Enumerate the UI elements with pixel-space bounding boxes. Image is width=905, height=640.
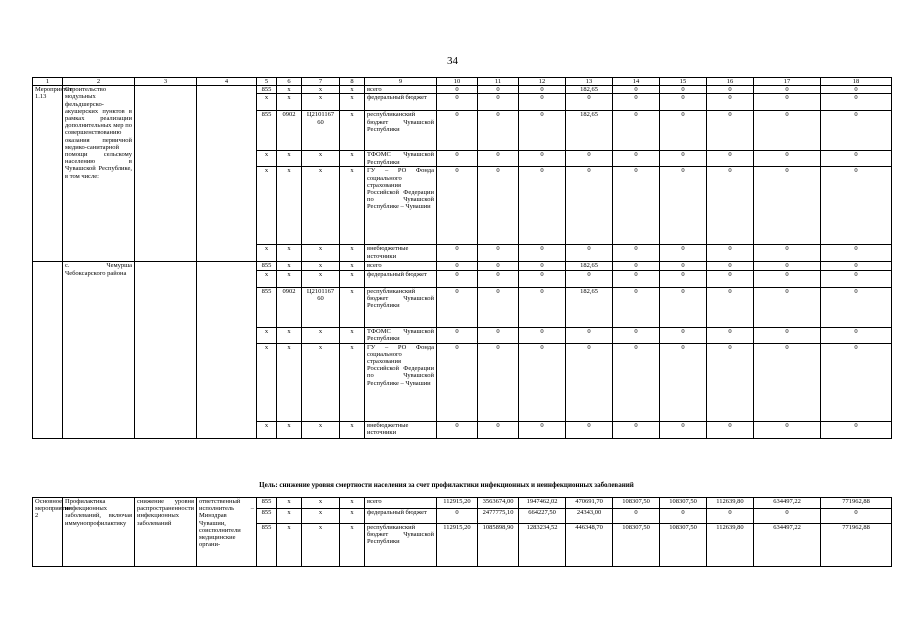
table-cell: 0 xyxy=(519,167,566,245)
table-cell: 0 xyxy=(613,167,660,245)
table-cell: 0 xyxy=(754,287,821,327)
column-number: 16 xyxy=(707,78,754,86)
table-cell: 0 xyxy=(707,421,754,438)
table-cell: всего xyxy=(365,498,437,509)
table-cell: 182,65 xyxy=(566,262,613,270)
table-cell: х xyxy=(257,151,277,167)
table-cell: 0 xyxy=(754,94,821,111)
column-number: 9 xyxy=(365,78,437,86)
table-cell: 108307,50 xyxy=(660,498,707,509)
table-cell: 108307,50 xyxy=(613,524,660,567)
table-cell: 0 xyxy=(613,245,660,262)
table-cell: х xyxy=(340,270,365,287)
table-cell: 0 xyxy=(707,151,754,167)
table-cell: 0 xyxy=(478,167,519,245)
table-cell: х xyxy=(340,498,365,509)
table-cell: 0 xyxy=(660,421,707,438)
table-cell: х xyxy=(277,327,302,343)
table-cell: 0 xyxy=(821,343,892,421)
table-cell: х xyxy=(302,270,340,287)
table-cell: 0 xyxy=(821,111,892,151)
table-cell: х xyxy=(277,94,302,111)
table-cell: 0 xyxy=(519,327,566,343)
table-cell: 855 xyxy=(257,86,277,94)
table-cell: 855 xyxy=(257,498,277,509)
column-number: 15 xyxy=(660,78,707,86)
table-cell: х xyxy=(277,343,302,421)
table-cell: х xyxy=(257,421,277,438)
table-cell: внебюджетные источники xyxy=(365,421,437,438)
table-cell: 1085898,90 xyxy=(478,524,519,567)
table-row xyxy=(33,498,892,509)
table-cell: х xyxy=(257,343,277,421)
table-cell: 0 xyxy=(519,111,566,151)
table-cell: 634497,22 xyxy=(754,524,821,567)
table-cell: 0 xyxy=(478,343,519,421)
table-cell: х xyxy=(277,86,302,94)
table-cell: х xyxy=(302,509,340,524)
table-cell: Основное мероприятие 2 xyxy=(33,498,63,567)
table-cell: 0 xyxy=(566,245,613,262)
table-cell: х xyxy=(302,86,340,94)
column-number: 10 xyxy=(437,78,478,86)
table-cell: х xyxy=(340,167,365,245)
table-cell: с. Чемурша Чебоксарского района xyxy=(63,262,135,438)
table-cell: 0 xyxy=(821,151,892,167)
table-cell: внебюджетные источники xyxy=(365,245,437,262)
table-cell: х xyxy=(340,94,365,111)
table-cell: х xyxy=(302,151,340,167)
table-cell: 0 xyxy=(478,270,519,287)
table-cell: 108307,50 xyxy=(613,498,660,509)
table-cell: ГУ – РО Фонда социального страхования Российской Федерации по Чувашской Республике – Чувашии xyxy=(365,167,437,245)
table-cell: 0 xyxy=(437,245,478,262)
table-cell: 0 xyxy=(478,94,519,111)
table-cell: 0 xyxy=(437,167,478,245)
table-cell: всего xyxy=(365,86,437,94)
table-cell: 0 xyxy=(660,86,707,94)
table-cell: 0 xyxy=(660,111,707,151)
table-cell: 0 xyxy=(613,94,660,111)
table-cell: 182,65 xyxy=(566,287,613,327)
table-cell: снижение уровня распространенности инфекционных заболеваний xyxy=(135,498,197,567)
table-cell: 855 xyxy=(257,262,277,270)
table-cell xyxy=(197,86,257,262)
table-cell: х xyxy=(302,262,340,270)
table-cell: 0 xyxy=(566,327,613,343)
table-cell: х xyxy=(340,421,365,438)
table-cell: 0 xyxy=(660,327,707,343)
table-cell: ТФОМС Чувашской Республики xyxy=(365,327,437,343)
table-cell: 0 xyxy=(707,509,754,524)
table-cell: 0 xyxy=(707,327,754,343)
table-cell: х xyxy=(277,262,302,270)
table-cell: х xyxy=(277,245,302,262)
table-cell: 771962,88 xyxy=(821,524,892,567)
table-cell: 0 xyxy=(566,151,613,167)
table-cell: х xyxy=(277,498,302,509)
table-cell: 2477775,10 xyxy=(478,509,519,524)
column-number: 14 xyxy=(613,78,660,86)
table-cell: республиканский бюджет Чувашской Республики xyxy=(365,524,437,567)
table-cell: 0 xyxy=(613,151,660,167)
table-cell: 0 xyxy=(437,343,478,421)
table-cell: х xyxy=(340,151,365,167)
table-cell: 0 xyxy=(754,270,821,287)
table-cell: 0 xyxy=(478,86,519,94)
table-cell: х xyxy=(257,94,277,111)
table-cell: 0902 xyxy=(277,287,302,327)
table-cell xyxy=(135,262,197,438)
table-cell: х xyxy=(340,245,365,262)
table-cell: 0 xyxy=(613,343,660,421)
table-cell: Ц2101167 60 xyxy=(302,287,340,327)
table-cell: 0 xyxy=(821,327,892,343)
table-cell: 0 xyxy=(566,421,613,438)
table-cell: Мероприятие 1.13 xyxy=(33,86,63,262)
table-cell: 0 xyxy=(754,151,821,167)
table-cell: 0 xyxy=(821,287,892,327)
table-cell: 0 xyxy=(660,151,707,167)
table-cell: 0 xyxy=(478,287,519,327)
table-cell: 112915,20 xyxy=(437,498,478,509)
table-cell: 0 xyxy=(478,421,519,438)
table-cell: х xyxy=(257,167,277,245)
table-cell: 0 xyxy=(754,86,821,94)
table-cell: республиканский бюджет Чувашской Республики xyxy=(365,111,437,151)
table-cell: 0 xyxy=(707,94,754,111)
table-cell: 0 xyxy=(519,151,566,167)
table-cell: 112639,80 xyxy=(707,524,754,567)
table-cell: 3563674,00 xyxy=(478,498,519,509)
table-cell: 0 xyxy=(707,343,754,421)
table-cell: Строительство модульных фельдшерско-акушерских пунктов в рамках реализации дополнительных мер по совершенствованию оказания первичной медико-санитарной помощи сельскому населению в Чувашской Республике, в том числе: xyxy=(63,86,135,262)
header-row xyxy=(33,78,892,86)
table-cell: 0 xyxy=(660,245,707,262)
table-cell: 0 xyxy=(437,327,478,343)
table-cell: 0 xyxy=(707,111,754,151)
column-number: 8 xyxy=(340,78,365,86)
table-cell: 0 xyxy=(613,111,660,151)
table-cell: федеральный бюджет xyxy=(365,270,437,287)
table-cell: 0 xyxy=(566,94,613,111)
table-cell: 0 xyxy=(660,287,707,327)
table-cell: 0 xyxy=(437,111,478,151)
table-cell: 470691,70 xyxy=(566,498,613,509)
table-cell: х xyxy=(302,524,340,567)
table-cell: 0 xyxy=(478,327,519,343)
table-cell: 0 xyxy=(437,86,478,94)
table-cell: 1283234,52 xyxy=(519,524,566,567)
table-cell: х xyxy=(340,287,365,327)
table-cell: х xyxy=(302,167,340,245)
table-cell: х xyxy=(340,327,365,343)
column-number: 18 xyxy=(821,78,892,86)
table-cell: 0 xyxy=(660,94,707,111)
table-cell: 0 xyxy=(437,287,478,327)
table-row xyxy=(33,262,892,270)
table-cell: 1947462,02 xyxy=(519,498,566,509)
table-cell: 0 xyxy=(478,151,519,167)
table-cell: 0 xyxy=(519,94,566,111)
table-cell: ГУ – РО Фонда социального страхования Российской Федерации по Чувашской Республике – Чувашии xyxy=(365,343,437,421)
table-cell: 0 xyxy=(478,245,519,262)
table-cell: 182,65 xyxy=(566,86,613,94)
table-cell: 112915,20 xyxy=(437,524,478,567)
goal-heading: Цель: снижение уровня смертности населения за счет профилактики инфекционных и неинфекционных заболеваний xyxy=(259,481,634,489)
table-cell: 0 xyxy=(707,270,754,287)
table-cell: 0 xyxy=(821,262,892,270)
column-number: 2 xyxy=(63,78,135,86)
column-number: 6 xyxy=(277,78,302,86)
table-cell: 634497,22 xyxy=(754,498,821,509)
table-cell: Профилактика инфекционных заболеваний, включая иммунопрофилактику xyxy=(63,498,135,567)
table-cell: 0 xyxy=(613,270,660,287)
table-cell: х xyxy=(340,262,365,270)
table-cell: 0 xyxy=(613,327,660,343)
budget-table-top xyxy=(32,77,892,439)
column-number: 5 xyxy=(257,78,277,86)
table-cell: х xyxy=(277,167,302,245)
table-cell: 0 xyxy=(821,421,892,438)
table-cell: х xyxy=(340,86,365,94)
table-cell: 24343,00 xyxy=(566,509,613,524)
table-cell: 446348,70 xyxy=(566,524,613,567)
table-cell: х xyxy=(257,327,277,343)
table-cell: х xyxy=(277,151,302,167)
table-cell: х xyxy=(257,245,277,262)
table-cell: 0 xyxy=(566,167,613,245)
table-cell: всего xyxy=(365,262,437,270)
table-cell: 0 xyxy=(519,287,566,327)
table-cell: 855 xyxy=(257,509,277,524)
table-cell: 0 xyxy=(478,111,519,151)
table-cell: 0 xyxy=(437,151,478,167)
table-cell: 0 xyxy=(437,262,478,270)
table-cell: 0 xyxy=(660,167,707,245)
table-cell: 0 xyxy=(660,509,707,524)
table-cell: 0 xyxy=(754,167,821,245)
table-cell: 0 xyxy=(613,421,660,438)
table-cell: 182,65 xyxy=(566,111,613,151)
table-cell: 0 xyxy=(754,509,821,524)
table-cell: 0 xyxy=(478,262,519,270)
table-cell: 0 xyxy=(613,262,660,270)
table-cell: х xyxy=(257,270,277,287)
table-cell: федеральный бюджет xyxy=(365,94,437,111)
table-cell: х xyxy=(302,343,340,421)
table-cell: 0 xyxy=(707,262,754,270)
table-cell: х xyxy=(340,111,365,151)
table-cell: х xyxy=(277,509,302,524)
table-cell: 0 xyxy=(660,270,707,287)
table-cell: 855 xyxy=(257,524,277,567)
table-cell: 0 xyxy=(707,245,754,262)
column-number: 13 xyxy=(566,78,613,86)
table-cell: ТФОМС Чувашской Республики xyxy=(365,151,437,167)
table-cell: 0 xyxy=(437,94,478,111)
table-cell: 0 xyxy=(707,287,754,327)
table-cell: х xyxy=(302,94,340,111)
column-number: 4 xyxy=(197,78,257,86)
table-cell: 0 xyxy=(821,167,892,245)
table-cell: 108307,50 xyxy=(660,524,707,567)
table-cell: 0 xyxy=(437,509,478,524)
table-cell: 0 xyxy=(821,245,892,262)
table-cell: х xyxy=(340,509,365,524)
table-cell: 0 xyxy=(821,270,892,287)
page-number: 34 xyxy=(447,55,458,67)
table-cell: 0 xyxy=(437,421,478,438)
table-cell: Ц2101167 60 xyxy=(302,111,340,151)
table-cell: х xyxy=(340,343,365,421)
table-cell: 0 xyxy=(519,270,566,287)
table-cell: х xyxy=(277,270,302,287)
table-cell: 0 xyxy=(754,421,821,438)
table-cell: 0 xyxy=(519,86,566,94)
table-cell: 0902 xyxy=(277,111,302,151)
table-cell: х xyxy=(302,245,340,262)
table-cell: 0 xyxy=(519,262,566,270)
table-cell: 112639,80 xyxy=(707,498,754,509)
table-cell xyxy=(135,86,197,262)
table-cell: 855 xyxy=(257,287,277,327)
table-cell: 0 xyxy=(754,245,821,262)
table-cell: 664227,50 xyxy=(519,509,566,524)
table-cell: х xyxy=(302,327,340,343)
table-cell: федеральный бюджет xyxy=(365,509,437,524)
column-number: 1 xyxy=(33,78,63,86)
table-cell: 0 xyxy=(821,509,892,524)
table-cell: 0 xyxy=(821,94,892,111)
table-cell: 0 xyxy=(754,262,821,270)
table-cell: 0 xyxy=(519,421,566,438)
column-number: 7 xyxy=(302,78,340,86)
table-cell: 0 xyxy=(566,343,613,421)
table-cell xyxy=(197,262,257,438)
column-number: 12 xyxy=(519,78,566,86)
table-cell: 0 xyxy=(437,270,478,287)
table-cell: 0 xyxy=(707,167,754,245)
column-number: 17 xyxy=(754,78,821,86)
table-cell: х xyxy=(277,524,302,567)
table-cell: 0 xyxy=(754,111,821,151)
table-cell: х xyxy=(302,498,340,509)
table-cell: 0 xyxy=(566,270,613,287)
table-row xyxy=(33,86,892,94)
table-cell: х xyxy=(340,524,365,567)
table-cell: 0 xyxy=(613,86,660,94)
table-cell: 771962,88 xyxy=(821,498,892,509)
budget-table-bottom xyxy=(32,497,892,567)
column-number: 11 xyxy=(478,78,519,86)
table-cell: 0 xyxy=(660,262,707,270)
table-cell: республиканский бюджет Чувашской Республики xyxy=(365,287,437,327)
table-cell xyxy=(33,262,63,438)
table-cell: х xyxy=(302,421,340,438)
table-cell: 0 xyxy=(754,327,821,343)
table-cell: 0 xyxy=(660,343,707,421)
table-cell: 855 xyxy=(257,111,277,151)
table-cell: 0 xyxy=(821,86,892,94)
table-cell: 0 xyxy=(519,245,566,262)
column-number: 3 xyxy=(135,78,197,86)
table-cell: 0 xyxy=(754,343,821,421)
table-cell: ответственный исполнитель – Минздрав Чувашии, соисполнители медицинские органи- xyxy=(197,498,257,567)
table-cell: 0 xyxy=(519,343,566,421)
table-cell: 0 xyxy=(613,509,660,524)
table-cell: 0 xyxy=(707,86,754,94)
table-cell: х xyxy=(277,421,302,438)
table-cell: 0 xyxy=(613,287,660,327)
